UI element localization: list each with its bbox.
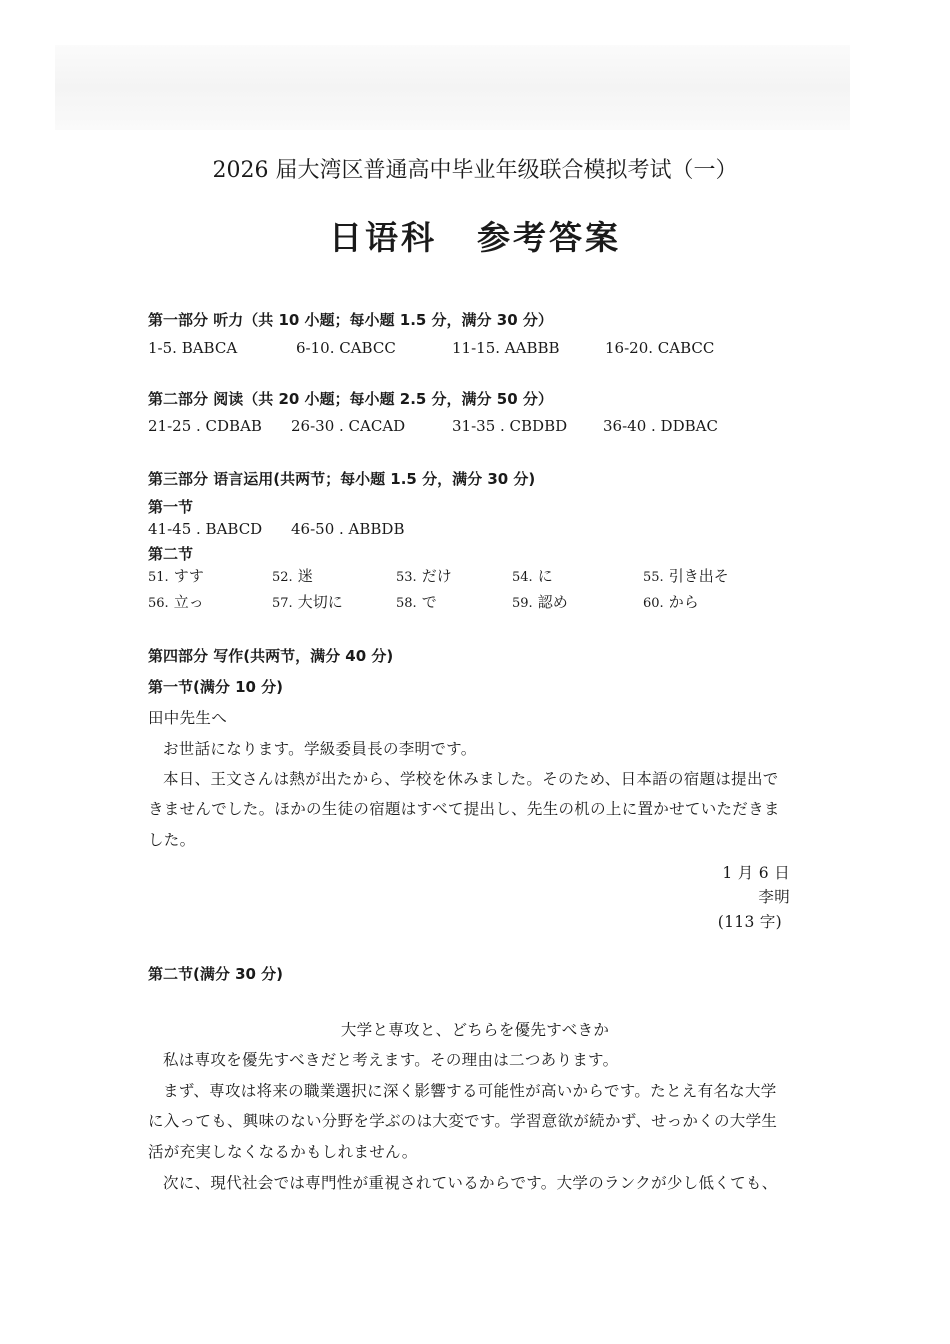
- item-number: 58.: [396, 596, 417, 611]
- item-answer: に: [537, 567, 553, 585]
- part3-answer-1: 41-45 . BABCD: [148, 520, 263, 538]
- fill-in-item: [272, 591, 343, 612]
- fill-in-item: [396, 591, 437, 612]
- part4-section1-label: 第一节(满分 10 分): [148, 678, 284, 696]
- item-number: 57.: [272, 596, 293, 611]
- item-answer: 認め: [537, 593, 568, 611]
- item-number: 53.: [396, 570, 417, 585]
- letter-salutation: 田中先生へ: [148, 709, 228, 727]
- fill-in-item: [272, 565, 313, 586]
- item-number: 56.: [148, 596, 169, 611]
- part2-answer-3: 31-35 . CBDBD: [452, 417, 568, 435]
- part4-heading: 第四部分 写作(共两节，满分 40 分): [148, 647, 394, 665]
- character-count: (113 字): [717, 913, 782, 931]
- subject-name: 日语科: [329, 218, 437, 257]
- item-answer: で: [421, 593, 437, 611]
- item-number: 51.: [148, 570, 169, 585]
- fill-in-item: [148, 591, 204, 612]
- part3-section2-label: 第二节: [148, 545, 194, 563]
- item-number: 52.: [272, 570, 293, 585]
- item-number: 54.: [512, 570, 533, 585]
- fill-in-item: [148, 565, 204, 586]
- item-answer: 立っ: [173, 593, 204, 611]
- part2-answer-4: 36-40 . DDBAC: [603, 417, 718, 435]
- fill-in-item: [512, 591, 568, 612]
- scan-shading: [55, 45, 850, 130]
- fill-in-item: [643, 565, 729, 586]
- subject-title: [0, 212, 950, 259]
- fill-in-item: [643, 591, 699, 612]
- item-number: 59.: [512, 596, 533, 611]
- part1-answer-2: 6-10. CABCC: [296, 339, 396, 357]
- letter-line: お世話になります。学級委員長の李明です。: [163, 740, 477, 758]
- part4-section2-label: 第二节(满分 30 分): [148, 965, 284, 983]
- fill-in-item: [396, 565, 452, 586]
- answer-key-label: 参考答案: [477, 218, 621, 257]
- part1-heading: 第一部分 听力（共 10 小题；每小题 1.5 分，满分 30 分）: [148, 311, 553, 329]
- part2-heading: 第二部分 阅读（共 20 小题；每小题 2.5 分，满分 50 分）: [148, 390, 553, 408]
- part2-answer-2: 26-30 . CACAD: [291, 417, 406, 435]
- essay-line: まず、専攻は将来の職業選択に深く影響する可能性が高いからです。たとえ有名な大学: [163, 1082, 777, 1100]
- part1-answer-3: 11-15. AABBB: [452, 339, 560, 357]
- essay-line: に入っても、興味のない分野を学ぶのは大変です。学習意欲が続かず、せっかくの大学生: [148, 1112, 778, 1130]
- letter-line: した。: [148, 831, 196, 849]
- part3-heading: 第三部分 语言运用(共两节；每小题 1.5 分，满分 30 分): [148, 470, 536, 488]
- part3-section1-label: 第一节: [148, 498, 194, 516]
- fill-in-item: [512, 565, 553, 586]
- item-answer: 迷: [297, 567, 313, 585]
- part2-answer-1: 21-25 . CDBAB: [148, 417, 262, 435]
- essay-line: 次に、現代社会では専門性が重視されているからです。大学のランクが少し低くても、: [163, 1174, 778, 1192]
- part1-answer-1: 1-5. BABCA: [148, 339, 238, 357]
- letter-date: 1 月 6 日: [722, 864, 790, 882]
- letter-signature: 李明: [758, 888, 790, 906]
- letter-line: きませんでした。ほかの生徒の宿題はすべて提出し、先生の机の上に置かせていただきま: [148, 800, 780, 818]
- item-answer: 大切に: [297, 593, 343, 611]
- essay-title: 大学と専攻と、どちらを優先すべきか: [340, 1021, 610, 1039]
- part1-answer-4: 16-20. CABCC: [605, 339, 715, 357]
- item-answer: から: [668, 593, 699, 611]
- essay-line: 私は専攻を優先すべきだと考えます。その理由は二つあります。: [163, 1051, 619, 1069]
- letter-line: 本日、王文さんは熱が出たから、学校を休みました。そのため、日本語の宿題は提出で: [163, 770, 779, 788]
- item-number: 60.: [643, 596, 664, 611]
- part3-answer-2: 46-50 . ABBDB: [291, 520, 405, 538]
- exam-title: 2026 届大湾区普通高中毕业年级联合模拟考试（一）: [212, 158, 738, 183]
- essay-line: 活が充実しなくなるかもしれません。: [148, 1143, 418, 1161]
- item-number: 55.: [643, 570, 664, 585]
- item-answer: すす: [173, 567, 204, 585]
- item-answer: 引き出そ: [668, 567, 729, 585]
- item-answer: だけ: [421, 567, 452, 585]
